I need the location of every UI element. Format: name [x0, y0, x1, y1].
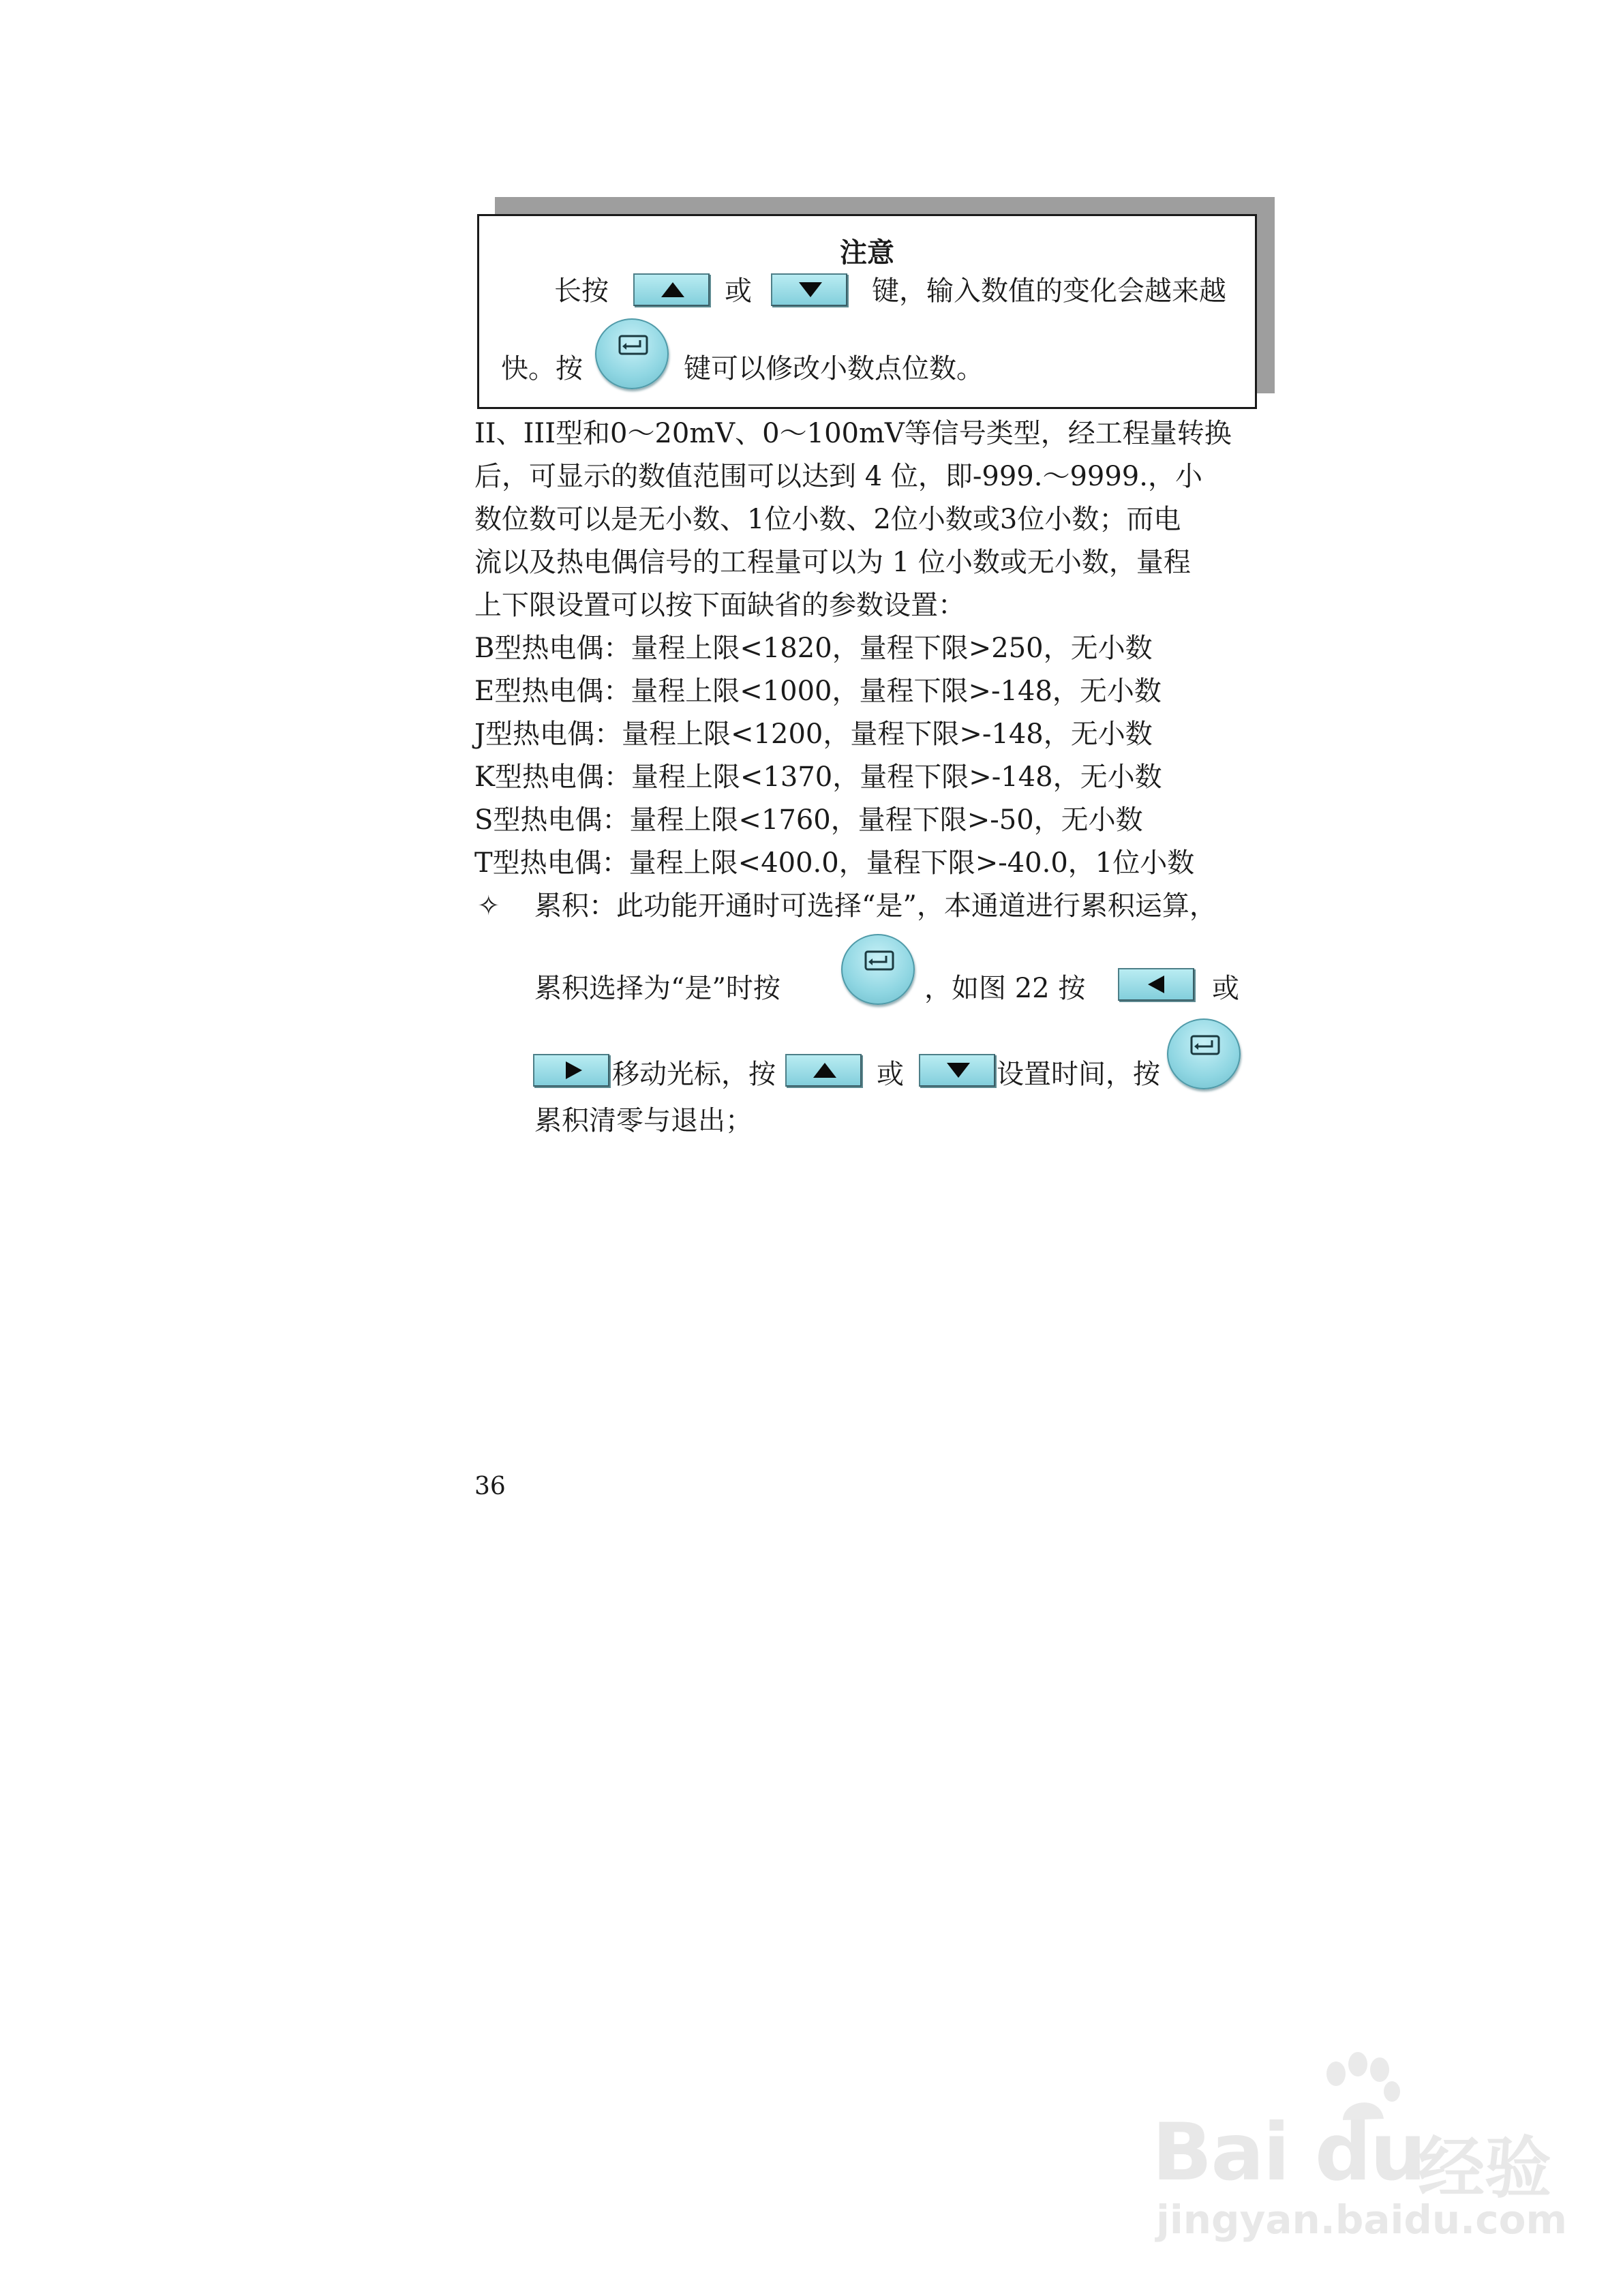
up-arrow-key-icon [633, 273, 710, 306]
paragraph-line: 数位数可以是无小数、1位小数、2位小数或3位小数；而电 [474, 504, 1181, 535]
paragraph-line: 后，可显示的数值范围可以达到 4 位，即-999.～9999.，小 [474, 461, 1202, 492]
bullet-icon: ✧ [477, 890, 500, 922]
left-arrow-key-icon [1118, 968, 1194, 1001]
thermocouple-t-line: T型热电偶：量程上限<400.0，量程下限>-40.0，1位小数 [474, 847, 1195, 879]
accum-line-3-or: 或 [877, 1059, 904, 1090]
accum-line-2-or: 或 [1212, 973, 1239, 1004]
accum-line-2-figure: ，如图 22 按 [924, 973, 1086, 1004]
thermocouple-k-line: K型热电偶：量程上限<1370，量程下限>-148，无小数 [474, 761, 1162, 793]
page-number: 36 [474, 1472, 506, 1500]
down-arrow-key-icon [919, 1054, 995, 1087]
watermark-url-text: jingyan.baidu.com [1156, 2196, 1567, 2243]
paragraph-line: 流以及热电偶信号的工程量可以为 1 位小数或无小数，量程 [474, 547, 1191, 578]
baidu-jingyan-watermark [1152, 2052, 1567, 2256]
thermocouple-b-line: B型热电偶：量程上限<1820，量程下限>250，无小数 [474, 633, 1153, 664]
note-text-long-press: 长按 [554, 275, 609, 307]
accum-line-2-text: 累积选择为“是”时按 [534, 973, 780, 1004]
accum-line-3-set-time: 设置时间，按 [997, 1059, 1160, 1090]
enter-key-icon [841, 934, 915, 1005]
note-text-or: 或 [725, 275, 752, 307]
up-arrow-key-icon [785, 1054, 862, 1087]
down-arrow-key-icon [771, 273, 847, 306]
note-line-1 [554, 271, 1243, 312]
watermark-logo-text: Bai du [1152, 2106, 1425, 2199]
note-text-decimal: 键可以修改小数点位数。 [684, 353, 984, 384]
accum-line-1: 累积：此功能开通时可选择“是”，本通道进行累积运算， [534, 890, 1217, 922]
note-line-2 [501, 318, 1244, 387]
note-box [477, 214, 1257, 409]
thermocouple-e-line: E型热电偶：量程上限<1000，量程下限>-148，无小数 [474, 676, 1162, 707]
enter-key-icon [595, 318, 669, 389]
enter-key-icon [1167, 1018, 1241, 1089]
note-title: 注意 [840, 237, 894, 269]
thermocouple-s-line: S型热电偶：量程上限<1760，量程下限>-50，无小数 [474, 804, 1143, 836]
watermark-cn-text: 经验 [1418, 2130, 1552, 2207]
accum-line-3-move: 移动光标，按 [612, 1059, 776, 1090]
note-text-key-input: 键，输入数值的变化会越来越 [872, 275, 1226, 307]
paragraph-line: 上下限设置可以按下面缺省的参数设置： [474, 590, 965, 621]
right-arrow-key-icon [533, 1054, 609, 1087]
paragraph-line: II、III型和0～20mV、0～100mV等信号类型，经工程量转换 [474, 418, 1232, 449]
accum-line-4: 累积清零与退出； [534, 1105, 753, 1136]
note-text-quick: 快。按 [501, 353, 583, 384]
thermocouple-j-line: J型热电偶：量程上限<1200，量程下限>-148，无小数 [474, 719, 1153, 750]
